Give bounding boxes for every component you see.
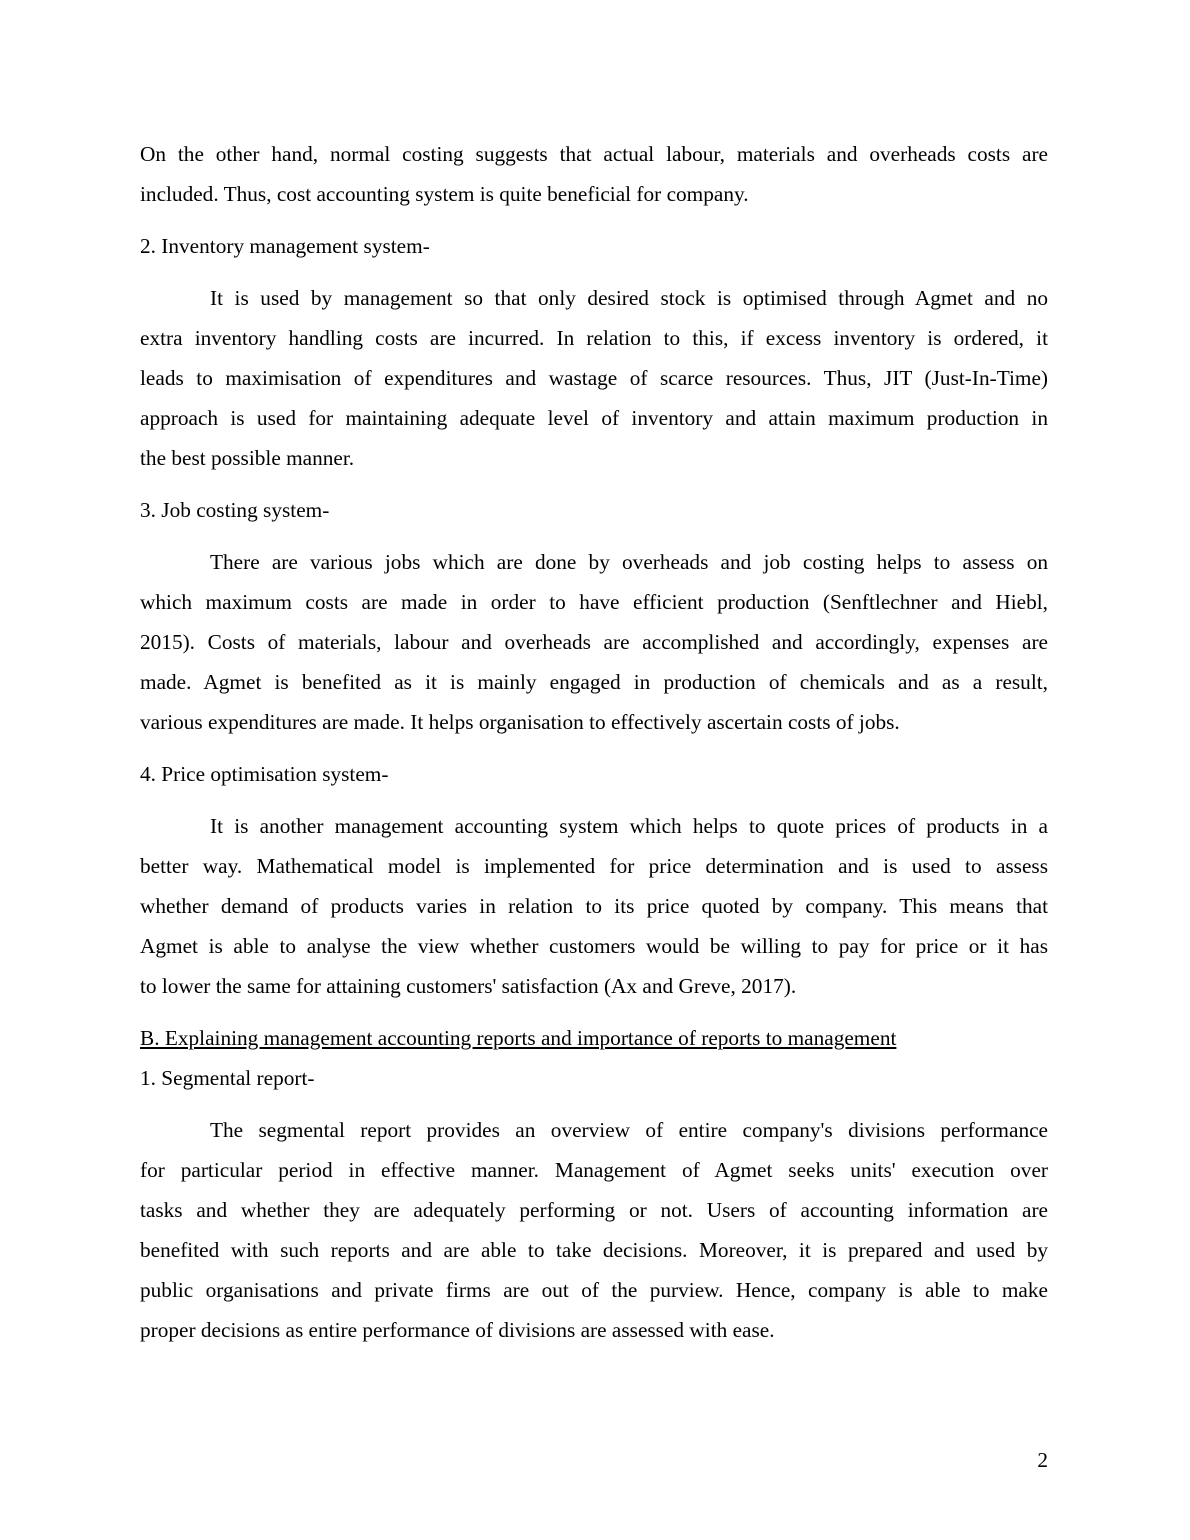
body-paragraph (140, 806, 1048, 1006)
body-paragraph (140, 542, 1048, 742)
text-line: extra inventory handling costs are incurred. In relation to this, if excess inventory is ordered, it (140, 326, 1048, 350)
text-line: It is used by management so that only desired stock is optimised through Agmet and no (210, 286, 1048, 310)
subheading (140, 490, 1048, 530)
text-line: various expenditures are made. It helps organisation to effectively ascertain costs of jobs. (140, 710, 900, 734)
text-line: to lower the same for attaining customers' satisfaction (Ax and Greve, 2017). (140, 974, 797, 998)
text-line: 3. Job costing system- (140, 498, 330, 522)
text-line: B. Explaining management accounting reports and importance of reports to management (140, 1026, 897, 1050)
subheading (140, 754, 1048, 794)
text-line: public organisations and private firms are out of the purview. Hence, company is able to make (140, 1278, 1048, 1302)
text-line: approach is used for maintaining adequate level of inventory and attain maximum production in (140, 406, 1048, 430)
text-line: whether demand of products varies in relation to its price quoted by company. This means that (140, 894, 1048, 918)
text-line: included. Thus, cost accounting system is quite beneficial for company. (140, 182, 749, 206)
text-line: It is another management accounting system which helps to quote prices of products in a (210, 814, 1048, 838)
section-heading (140, 1018, 1048, 1058)
subheading (140, 226, 1048, 266)
text-line: for particular period in effective manner. Management of Agmet seeks units' execution over (140, 1158, 1048, 1182)
text-line: The segmental report provides an overview of entire company's divisions performance (210, 1118, 1048, 1142)
text-line: 2. Inventory management system- (140, 234, 430, 258)
subheading (140, 1058, 1048, 1098)
text-line: made. Agmet is benefited as it is mainly engaged in production of chemicals and as a result, (140, 670, 1048, 694)
text-line: which maximum costs are made in order to have efficient production (Senftlechner and Hiebl, (140, 590, 1048, 614)
text-line: leads to maximisation of expenditures and wastage of scarce resources. Thus, JIT (Just-In-Time) (140, 366, 1048, 390)
text-line: benefited with such reports and are able to take decisions. Moreover, it is prepared and used by (140, 1238, 1048, 1262)
text-line: Agmet is able to analyse the view whether customers would be willing to pay for price or it has (140, 934, 1048, 958)
text-line: proper decisions as entire performance of divisions are assessed with ease. (140, 1318, 775, 1342)
body-paragraph (140, 278, 1048, 478)
text-line: tasks and whether they are adequately performing or not. Users of accounting information are (140, 1198, 1048, 1222)
text-line: There are various jobs which are done by overheads and job costing helps to assess on (210, 550, 1048, 574)
text-line: the best possible manner. (140, 446, 355, 470)
page-number: 2 (1037, 1448, 1048, 1472)
body-paragraph (140, 134, 1048, 214)
text-line: 4. Price optimisation system- (140, 762, 389, 786)
text-line: better way. Mathematical model is implemented for price determination and is used to assess (140, 854, 1048, 878)
document-body (140, 134, 1048, 1362)
body-paragraph (140, 1110, 1048, 1350)
text-line: On the other hand, normal costing suggests that actual labour, materials and overheads costs are (140, 142, 1048, 166)
text-line: 1. Segmental report- (140, 1066, 315, 1090)
text-line: 2015). Costs of materials, labour and overheads are accomplished and accordingly, expenses are (140, 630, 1048, 654)
